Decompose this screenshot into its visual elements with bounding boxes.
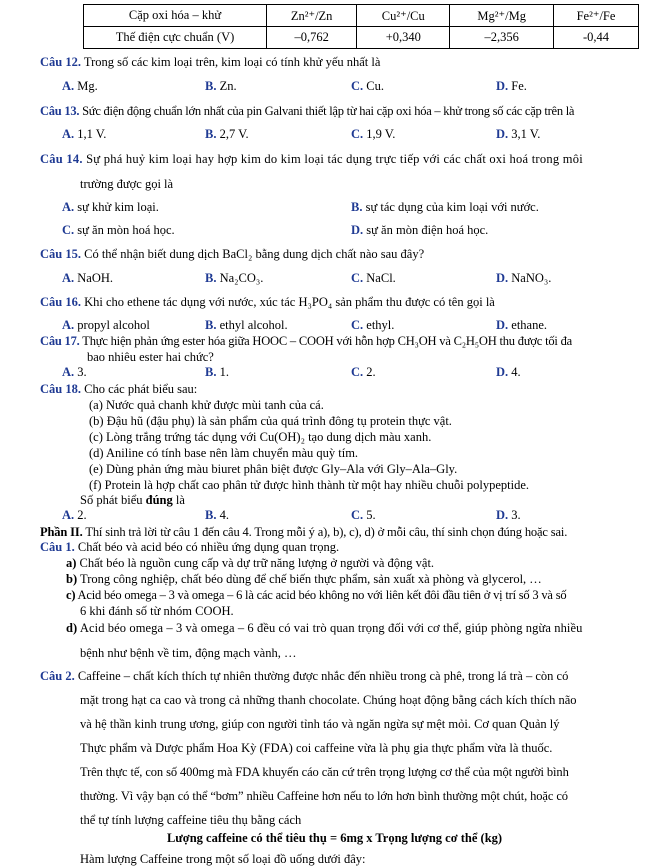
table-cell: Zn²⁺/Zn	[267, 5, 357, 27]
paragraph-line: thể tự tính lượng caffeine tiêu thụ bằng cách	[80, 813, 302, 827]
question-text-cont: trường được gọi là	[80, 177, 174, 191]
option-c: C. 1,9 V.	[351, 127, 396, 141]
formula: Lượng caffeine có thể tiêu thụ = 6mg x Trọng lượng cơ thể (kg)	[166, 831, 503, 845]
option-d: D. ethane.	[496, 318, 548, 332]
options-14-row2	[0, 223, 669, 239]
option-a: A. NaOH.	[62, 271, 114, 285]
table-cell: -0,44	[554, 27, 639, 49]
question-label: Câu 17.	[40, 334, 80, 348]
option-d: D. 4.	[496, 365, 521, 379]
options-12	[0, 79, 669, 95]
option-d: D. Fe.	[496, 79, 527, 93]
table-cell: +0,340	[357, 27, 450, 49]
question-text: Cho các phát biểu sau:	[80, 382, 198, 396]
paragraph-line: mặt trong hạt ca cao và trong cả những thanh chocolate. Chúng hoạt động bằng cách kích thích não	[80, 693, 577, 707]
option-b: B. sự tác dụng của kim loại với nước.	[351, 200, 539, 214]
option-a: A. Mg.	[62, 79, 98, 93]
options-15	[0, 271, 669, 287]
statement-d: d) Acid béo omega – 3 và omega – 6 đều có vai trò quan trọng đối với cơ thể, giúp phòng ngừa nhiều	[66, 621, 583, 635]
question-15	[40, 246, 641, 262]
question-label: Câu 16.	[40, 295, 81, 309]
table-cell: Cặp oxi hóa – khử	[84, 5, 267, 27]
options-17	[0, 365, 669, 381]
option-a: A. sự khử kim loại.	[62, 200, 159, 214]
option-d: D. sự ăn mòn điện hoá học.	[351, 223, 489, 237]
option-d: D. NaNO₃.	[496, 271, 552, 285]
part-label: Phần II.	[40, 525, 83, 539]
options-14-row1	[0, 200, 669, 216]
option-a: A. 1,1 V.	[62, 127, 107, 141]
paragraph-line: Thực phẩm và Dược phẩm Hoa Kỳ (FDA) coi caffeine vừa là phụ gia thực phẩm vừa là thuốc.	[80, 741, 553, 755]
part-text: Thí sinh trả lời từ câu 1 đến câu 4. Trong mỗi ý a), b), c), d) ở mỗi câu, thí sinh chọn đúng hoặc sai.	[82, 525, 568, 539]
question-label: Câu 14.	[40, 152, 83, 166]
list-item: (c) Lòng trắng trứng tác dụng với Cu(OH)₂ tạo dung dịch màu xanh.	[89, 430, 432, 444]
options-16	[0, 318, 669, 334]
paragraph-line: Hàm lượng Caffeine trong một số loại đồ uống dưới đây:	[80, 852, 366, 866]
question-text: Sức điện động chuẩn lớn nhất của pin Galvani thiết lập từ hai cặp oxi hóa – khử trong số các cặp trên là	[79, 104, 575, 118]
table-cell: –0,762	[267, 27, 357, 49]
table-cell: Fe²⁺/Fe	[554, 5, 639, 27]
statement-b: b) Trong công nghiệp, chất béo dùng để chế biến thực phẩm, sản xuất xà phòng và glycerol, …	[66, 572, 542, 586]
option-c: C. NaCl.	[351, 271, 396, 285]
question-label: Câu 2.	[40, 669, 75, 683]
question-16	[40, 294, 641, 310]
question-13	[40, 103, 641, 119]
option-b: B. 2,7 V.	[205, 127, 249, 141]
statement-a: a) Chất béo là nguồn cung cấp và dự trữ năng lượng ở người và động vật.	[66, 556, 435, 570]
paragraph-line: thường. Vì vậy bạn có thể “bơm” nhiều Caffeine hơn nếu to lớn hơn bình thường một chút, hoặc có	[80, 789, 568, 803]
options-18	[0, 508, 669, 524]
statement-c: c) Acid béo omega – 3 và omega – 6 là các acid béo không no với liên kết đôi đầu tiên ở vị trí số 3 và số	[66, 588, 567, 602]
table-cell: Mg²⁺/Mg	[450, 5, 554, 27]
option-a: A. 2.	[62, 508, 87, 522]
table-row	[84, 5, 639, 27]
count-prompt: Số phát biểu đúng là	[80, 493, 185, 507]
question-17	[40, 333, 641, 349]
question-label: Câu 12.	[40, 55, 81, 69]
option-a: A. propyl alcohol	[62, 318, 150, 332]
question-text: Khi cho ethene tác dụng với nước, xúc tác H₃PO₄ sản phẩm thu được có tên gọi là	[80, 295, 495, 309]
option-c: C. 2.	[351, 365, 376, 379]
question-label: Câu 15.	[40, 247, 81, 261]
table-row	[84, 27, 639, 49]
question-label: Câu 1.	[40, 540, 75, 554]
question-text: Sự phá huỷ kim loại hay hợp kim do kim loại tác dụng trực tiếp với các chất oxi hoá trong môi	[82, 152, 583, 166]
question-12	[40, 54, 641, 70]
option-b: B. Na₂CO₃.	[205, 271, 264, 285]
option-c: C. sự ăn mòn hoá học.	[62, 223, 175, 237]
list-item: (b) Đậu hũ (đậu phụ) là sản phẩm của quá trình đông tụ protein thực vật.	[89, 414, 452, 428]
option-b: B. Zn.	[205, 79, 237, 93]
table-cell: Thế điện cực chuẩn (V)	[84, 27, 267, 49]
question-text: Trong số các kim loại trên, kim loại có tính khử yếu nhất là	[80, 55, 381, 69]
option-d: D. 3.	[496, 508, 521, 522]
options-13	[0, 127, 669, 143]
paragraph-line: Caffeine – chất kích thích tự nhiên thường được nhắc đến nhiều trong cà phê, trong lá trà – còn có	[74, 669, 569, 683]
option-b: B. 4.	[205, 508, 229, 522]
option-b: B. ethyl alcohol.	[205, 318, 288, 332]
statement-c-cont: 6 khi đánh số từ nhóm COOH.	[80, 604, 234, 618]
electrode-potential-table	[83, 4, 639, 49]
statement-d-cont: bệnh như bệnh về tim, động mạch vành, …	[80, 646, 297, 660]
list-item: (e) Dùng phản ứng màu biuret phân biệt được Gly–Ala với Gly–Ala–Gly.	[89, 462, 458, 476]
part-2-heading	[40, 524, 641, 540]
table-cell: Cu²⁺/Cu	[357, 5, 450, 27]
question-text-cont: bao nhiêu ester hai chức?	[87, 350, 214, 364]
question-text: Chất béo và acid béo có nhiều ứng dụng quan trọng.	[74, 540, 340, 554]
question-p2-2	[40, 668, 641, 684]
question-text: Thực hiện phản ứng ester hóa giữa HOOC – COOH với hỗn hợp CH₃OH và C₂H₅OH thu được tối đa	[79, 334, 573, 348]
question-label: Câu 18.	[40, 382, 81, 396]
option-c: C. 5.	[351, 508, 376, 522]
list-item: (f) Protein là hợp chất cao phân tử được hình thành từ một hay nhiều chuỗi polypeptide.	[89, 478, 530, 492]
question-14	[40, 151, 641, 167]
question-text: Có thể nhận biết dung dịch BaCl₂ bằng dung dịch chất nào sau đây?	[80, 247, 425, 261]
option-c: C. Cu.	[351, 79, 384, 93]
option-b: B. 1.	[205, 365, 229, 379]
list-item: (d) Aniline có tính base nên làm chuyển màu quỳ tím.	[89, 446, 359, 460]
option-c: C. ethyl.	[351, 318, 395, 332]
option-a: A. 3.	[62, 365, 87, 379]
question-18	[40, 381, 641, 397]
option-d: D. 3,1 V.	[496, 127, 541, 141]
list-item: (a) Nước quả chanh khử được mùi tanh của cá.	[89, 398, 324, 412]
question-p2-1	[40, 539, 641, 555]
table-cell: –2,356	[450, 27, 554, 49]
paragraph-line: và hệ thần kinh trung ương, giúp con người tỉnh táo và ngăn ngừa sự mệt mỏi. Cơ quan Quản lý	[80, 717, 560, 731]
paragraph-line: Trên thực tế, con số 400mg mà FDA khuyến cáo căn cứ trên trọng lượng cơ thể của một người bình	[80, 765, 569, 779]
question-label: Câu 13.	[40, 104, 80, 118]
